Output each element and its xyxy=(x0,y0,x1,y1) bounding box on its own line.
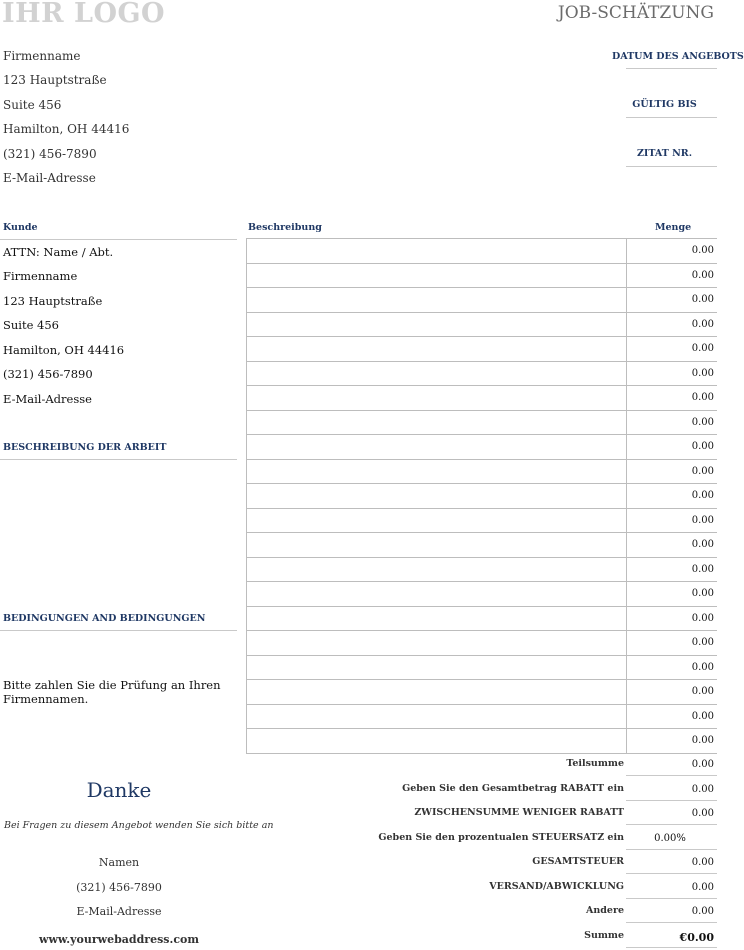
table-row xyxy=(246,607,717,632)
row-quantity-cell[interactable]: 0.00 xyxy=(691,686,714,697)
valid-until-field[interactable] xyxy=(626,117,717,118)
grand-total-label: Summe xyxy=(584,929,624,941)
quote-number-field[interactable] xyxy=(626,166,717,167)
row-description-cell[interactable] xyxy=(246,607,627,631)
quote-date-field[interactable] xyxy=(626,68,717,69)
row-quantity-cell[interactable]: 0.00 xyxy=(691,490,714,501)
total-tax-rule xyxy=(626,873,717,874)
client-name: Firmenname xyxy=(3,269,78,283)
company-suite: Suite 456 xyxy=(3,98,62,112)
table-row xyxy=(246,533,717,558)
table-row xyxy=(246,631,717,656)
table-row xyxy=(246,460,717,485)
valid-until-label: GÜLTIG BIS xyxy=(632,99,697,110)
contact-email: E-Mail-Adresse xyxy=(76,905,162,918)
tax-rate-label: Geben Sie den prozentualen STEUERSATZ ein xyxy=(378,831,624,843)
row-description-cell[interactable] xyxy=(246,631,627,655)
table-row xyxy=(246,264,717,289)
row-quantity-cell[interactable]: 0.00 xyxy=(691,465,714,477)
company-email: E-Mail-Adresse xyxy=(3,171,96,185)
row-quantity-cell[interactable]: 0.00 xyxy=(691,735,714,746)
row-description-cell[interactable] xyxy=(246,362,627,386)
company-name: Firmenname xyxy=(3,49,81,63)
row-quantity-cell[interactable]: 0.00 xyxy=(691,539,714,550)
contact-name: Namen xyxy=(98,856,140,869)
row-description-cell[interactable] xyxy=(246,558,627,582)
shipping-rule xyxy=(626,898,717,899)
row-description-cell[interactable] xyxy=(246,680,627,704)
row-quantity-cell[interactable]: 0.00 xyxy=(691,514,714,526)
table-row xyxy=(246,705,717,730)
row-description-cell[interactable] xyxy=(246,705,627,729)
discount-label: Geben Sie den Gesamtbetrag RABATT ein xyxy=(402,782,624,794)
other-rule xyxy=(626,922,717,923)
table-row xyxy=(246,288,717,313)
shipping-value[interactable]: 0.00 xyxy=(691,881,714,893)
row-quantity-cell[interactable]: 0.00 xyxy=(691,612,714,624)
client-phone: (321) 456-7890 xyxy=(3,367,93,381)
company-street: 123 Hauptstraße xyxy=(3,73,107,87)
client-street: 123 Hauptstraße xyxy=(3,294,103,308)
row-description-cell[interactable] xyxy=(246,239,627,263)
table-row xyxy=(246,484,717,509)
subtotal-less-discount-rule xyxy=(626,824,717,825)
tax-rate-rule xyxy=(626,849,717,850)
total-tax-label: GESAMTSTEUER xyxy=(532,856,624,867)
client-city: Hamilton, OH 44416 xyxy=(3,343,125,357)
discount-rule xyxy=(626,800,717,801)
company-phone: (321) 456-7890 xyxy=(3,147,97,161)
subtotal-value: 0.00 xyxy=(691,759,714,770)
client-suite: Suite 456 xyxy=(3,318,59,332)
thanks-text: Danke xyxy=(86,778,152,802)
client-divider xyxy=(0,239,237,240)
company-logo: IHR LOGO xyxy=(2,0,166,29)
quantity-column-header: Menge xyxy=(655,222,692,233)
contact-phone: (321) 456-7890 xyxy=(76,881,162,894)
row-description-cell[interactable] xyxy=(246,509,627,533)
discount-value[interactable]: 0.00 xyxy=(691,783,714,795)
row-quantity-cell[interactable]: 0.00 xyxy=(691,269,714,281)
quote-number-label: ZITAT NR. xyxy=(636,148,693,159)
row-description-cell[interactable] xyxy=(246,411,627,435)
row-quantity-cell[interactable]: 0.00 xyxy=(691,563,714,575)
row-description-cell[interactable] xyxy=(246,435,627,459)
table-row xyxy=(246,337,717,362)
row-description-cell[interactable] xyxy=(246,288,627,312)
table-row xyxy=(246,558,717,583)
row-quantity-cell[interactable]: 0.00 xyxy=(691,318,714,330)
other-label: Andere xyxy=(585,905,624,916)
subtotal-less-discount-label: ZWISCHENSUMME WENIGER RABATT xyxy=(414,807,624,818)
table-row xyxy=(246,729,717,754)
items-table xyxy=(246,238,717,754)
work-divider xyxy=(0,459,237,460)
terms-heading: BEDINGUNGEN AND BEDINGUNGEN xyxy=(3,613,206,624)
table-row xyxy=(246,362,717,387)
grand-total-rule xyxy=(626,947,717,948)
table-row xyxy=(246,435,717,460)
quote-date-label: DATUM DES ANGEBOTS xyxy=(612,51,744,62)
row-quantity-cell[interactable]: 0.00 xyxy=(691,637,714,648)
subtotal-less-discount-value: 0.00 xyxy=(691,808,714,819)
company-city: Hamilton, OH 44416 xyxy=(3,122,130,136)
terms-divider xyxy=(0,630,237,631)
row-description-cell[interactable] xyxy=(246,729,627,753)
table-row xyxy=(246,313,717,338)
row-description-cell[interactable] xyxy=(246,533,627,557)
table-row xyxy=(246,680,717,705)
grand-total-value: €0.00 xyxy=(679,930,714,944)
table-row xyxy=(246,582,717,607)
row-description-cell[interactable] xyxy=(246,460,627,484)
subtotal-label: Teilsumme xyxy=(566,758,624,769)
client-email: E-Mail-Adresse xyxy=(3,392,92,406)
row-description-cell[interactable] xyxy=(246,264,627,288)
table-row xyxy=(246,656,717,681)
tax-rate-value[interactable]: 0.00% xyxy=(654,832,686,844)
total-tax-value: 0.00 xyxy=(691,857,714,868)
row-description-cell[interactable] xyxy=(246,582,627,606)
row-quantity-cell[interactable]: 0.00 xyxy=(691,441,714,452)
row-quantity-cell[interactable]: 0.00 xyxy=(691,588,714,599)
row-description-cell[interactable] xyxy=(246,656,627,680)
row-quantity-cell[interactable]: 0.00 xyxy=(691,710,714,722)
other-value[interactable]: 0.00 xyxy=(691,906,714,917)
shipping-label: VERSAND/ABWICKLUNG xyxy=(489,880,624,892)
subtotal-rule xyxy=(626,775,717,776)
row-description-cell[interactable] xyxy=(246,313,627,337)
table-row xyxy=(246,386,717,411)
contact-note: Bei Fragen zu diesem Angebot wenden Sie sich bitte an xyxy=(4,820,274,831)
client-attn: ATTN: Name / Abt. xyxy=(3,245,114,259)
row-quantity-cell[interactable]: 0.00 xyxy=(691,294,714,305)
row-quantity-cell[interactable]: 0.00 xyxy=(691,343,714,354)
row-quantity-cell[interactable]: 0.00 xyxy=(691,661,714,673)
row-quantity-cell[interactable]: 0.00 xyxy=(691,245,714,256)
row-quantity-cell[interactable]: 0.00 xyxy=(691,392,714,403)
table-row xyxy=(246,411,717,436)
client-heading: Kunde xyxy=(3,222,38,233)
table-row xyxy=(246,509,717,534)
table-row xyxy=(246,239,717,264)
row-quantity-cell[interactable]: 0.00 xyxy=(691,416,714,428)
row-quantity-cell[interactable]: 0.00 xyxy=(691,367,714,379)
terms-text: Bitte zahlen Sie die Prüfung an Ihren Firmennamen. xyxy=(3,678,221,706)
description-column-header: Beschreibung xyxy=(248,222,322,233)
work-description-heading: BESCHREIBUNG DER ARBEIT xyxy=(3,442,167,453)
document-title: JOB-SCHÄTZUNG xyxy=(557,3,714,23)
row-description-cell[interactable] xyxy=(246,386,627,410)
website-link[interactable]: www.yourwebaddress.com xyxy=(38,933,199,946)
row-description-cell[interactable] xyxy=(246,484,627,508)
row-description-cell[interactable] xyxy=(246,337,627,361)
